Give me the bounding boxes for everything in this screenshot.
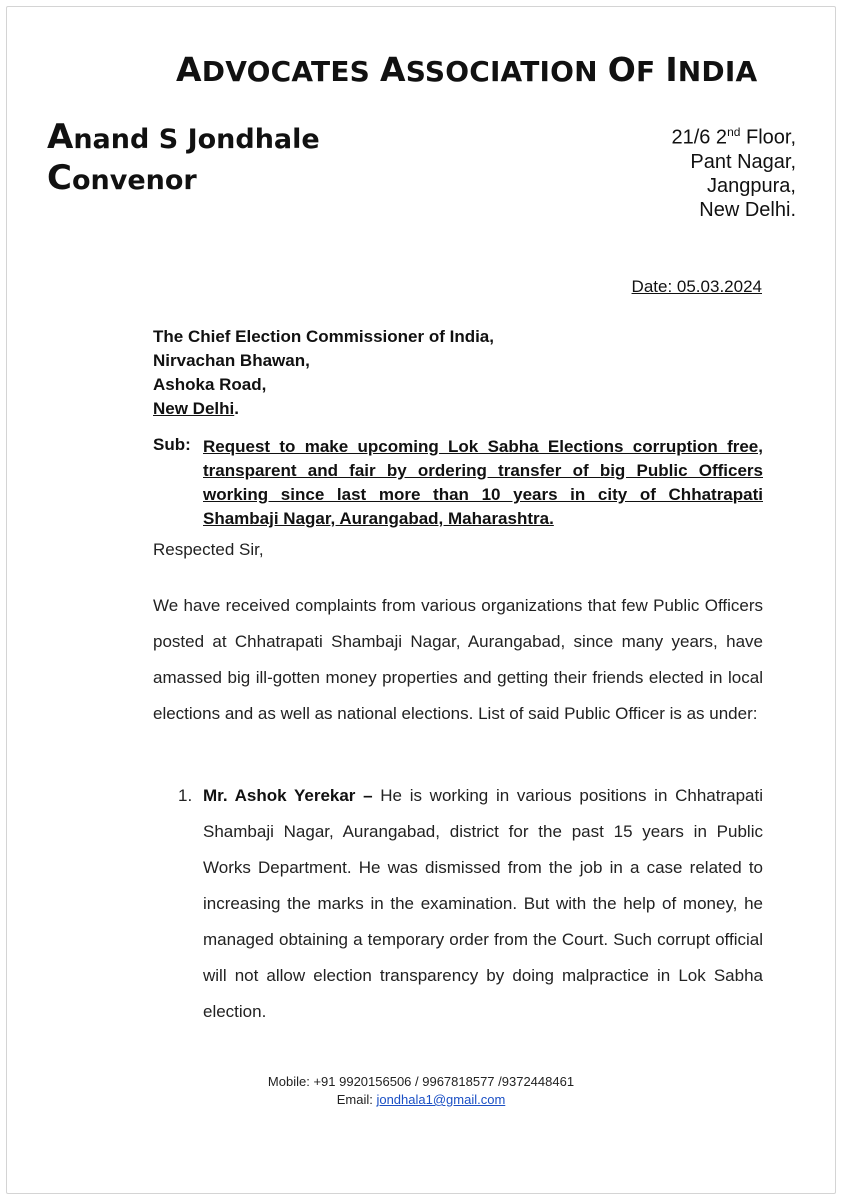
recipient-line-4: New Delhi.: [153, 399, 239, 418]
sender-block: [47, 118, 320, 200]
footer-mobile: Mobile: +91 9920156506 / 9967818577 /9372448461: [267, 1074, 575, 1089]
recipient-line-2: Nirvachan Bhawan,: [153, 351, 310, 370]
subject-label: Sub:: [153, 435, 191, 454]
letter-date: Date: 05.03.2024: [631, 277, 762, 296]
recipient-line-3: Ashoka Road,: [153, 375, 267, 394]
officer-name: Mr. Ashok Yerekar –: [203, 786, 373, 805]
address-line-1: 21/6 2nd Floor,: [671, 125, 796, 149]
subject-text: Request to make upcoming Lok Sabha Elections corruption free, transparent and fair by ordering transfer of big Public Officers working since last more than 10 years in city of Chhatrapati Shambaji Nagar, Aurangabad, Maharashtra.: [203, 437, 763, 528]
footer-email-line: Email: jondhala1@gmail.com: [336, 1092, 506, 1107]
address-line-2: Pant Nagar,: [690, 150, 796, 173]
recipient-line-1: The Chief Election Commissioner of India,: [153, 327, 494, 346]
sender-name: Anand S Jondhale: [47, 117, 320, 157]
address-line-4: New Delhi.: [699, 198, 796, 221]
organization-title: ADVOCATES ASSOCIATION OF INDIA: [176, 50, 758, 89]
salutation: Respected Sir,: [153, 540, 264, 559]
email-link[interactable]: jondhala1@gmail.com: [376, 1092, 506, 1107]
sender-role: Convenor: [47, 158, 197, 198]
body-paragraph: We have received complaints from various organizations that few Public Officers posted at Chhatrapati Shambaji Nagar, Aurangabad, since many years, have amassed big ill-gotten money properties and getting their friends elected in local elections and as well as national elections. List of said Public Officer is as under:: [153, 596, 763, 723]
footer: [0, 1073, 842, 1109]
list-item-number: 1.: [178, 786, 193, 805]
address-line-3: Jangpura,: [707, 174, 796, 197]
list-item-text: Mr. Ashok Yerekar – He is working in various positions in Chhatrapati Shambaji Nagar, Aurangabad, district for the past 15 years in Public Works Department. He was dismissed from the job in a case related to increasing the marks in the examination. But with the help of money, he managed obtaining a temporary order from the Court. Such corrupt official will not allow election transparency by doing malpractice in Lok Sabha election.: [203, 786, 763, 1021]
recipient-block: [153, 325, 494, 421]
sender-address: [671, 120, 796, 222]
